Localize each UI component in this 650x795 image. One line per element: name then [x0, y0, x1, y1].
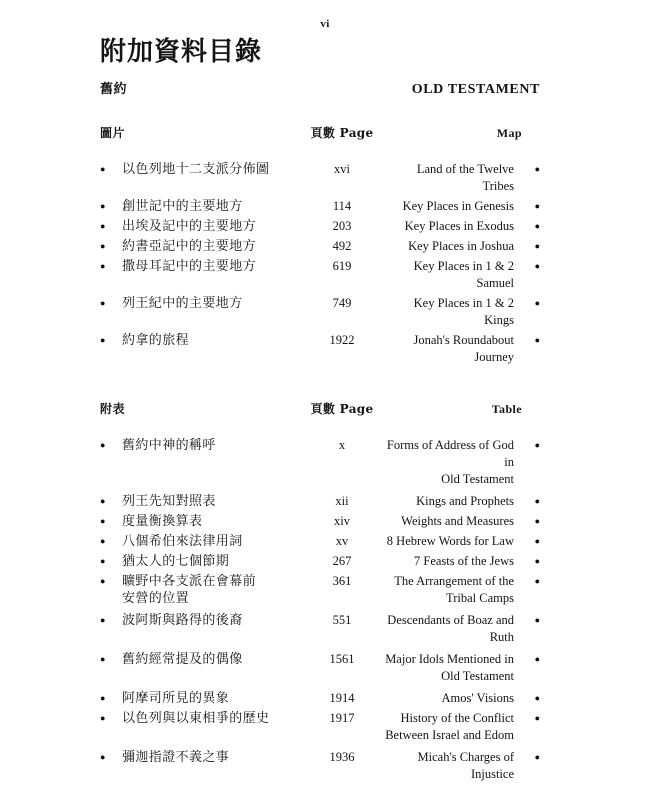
- entry-title-english-line: Amos' Visions: [441, 690, 514, 705]
- entry-title-chinese-line: 約拿的旅程: [122, 332, 190, 348]
- entry-title-chinese: [122, 218, 300, 235]
- entry-title-english-line: Key Places in Joshua: [408, 238, 514, 253]
- entry-title-english: [384, 651, 518, 685]
- entry-title-chinese: [122, 573, 300, 607]
- bullet-left-icon: ●: [100, 495, 106, 506]
- entry-title-chinese-line: 安營的位置: [122, 590, 190, 606]
- entry-title-english: [384, 493, 518, 510]
- bullet-left-icon: ●: [100, 334, 106, 345]
- entry-page-number[interactable]: 267: [332, 553, 352, 568]
- toc-entry-row[interactable]: [100, 710, 540, 744]
- entry-title-chinese: [122, 513, 300, 530]
- entry-title-english: [384, 295, 518, 329]
- column-header-row: [100, 124, 540, 141]
- bullet-right-icon: ●: [534, 751, 540, 762]
- entry-title-english: [384, 258, 518, 292]
- entry-title-chinese-line: 波阿斯與路得的後裔: [122, 612, 243, 628]
- entry-title-english: [384, 710, 518, 744]
- entry-title-english: [384, 553, 518, 570]
- entry-page-number[interactable]: 551: [332, 612, 352, 627]
- page-folio-number: vi: [320, 18, 330, 30]
- bullet-left-icon: ●: [100, 535, 106, 546]
- entry-title-english: [384, 238, 518, 255]
- entry-title-english-line: Old Testament: [441, 668, 514, 683]
- entry-title-chinese: [122, 493, 300, 510]
- entry-page-number[interactable]: xiv: [334, 513, 350, 528]
- entry-title-english: [384, 533, 518, 550]
- entry-title-chinese: [122, 295, 300, 312]
- toc-entry-row[interactable]: [100, 749, 540, 783]
- toc-entry-row[interactable]: [100, 533, 540, 550]
- entry-title-chinese-line: 撒母耳記中的主要地方: [122, 258, 257, 274]
- entry-title-english-line: Key Places in 1 & 2 Kings: [413, 295, 514, 327]
- bullet-left-icon: ●: [100, 751, 106, 762]
- entry-title-chinese: [122, 612, 300, 629]
- entry-page-number[interactable]: 492: [332, 238, 352, 253]
- entry-title-chinese: [122, 749, 300, 766]
- entry-title-chinese-line: 列王紀中的主要地方: [122, 295, 243, 311]
- bullet-left-icon: ●: [100, 575, 106, 586]
- entry-title-chinese: [122, 553, 300, 570]
- bullet-left-icon: ●: [100, 240, 106, 251]
- entry-page-number[interactable]: x: [338, 437, 346, 452]
- entry-page-number[interactable]: 1917: [329, 710, 355, 725]
- entry-title-chinese-line: 猶太人的七個節期: [122, 553, 230, 569]
- column-header-english: Table: [491, 401, 522, 416]
- entry-title-english-line: Jonah's Roundabout Journey: [413, 332, 514, 364]
- column-header-english: Map: [496, 125, 522, 140]
- entry-title-english: [384, 437, 518, 488]
- entry-page-number[interactable]: xv: [335, 533, 349, 548]
- column-header-page: 頁數 Page: [310, 125, 374, 140]
- bullet-left-icon: ●: [100, 653, 106, 664]
- entry-title-chinese: [122, 332, 300, 349]
- entry-page-number[interactable]: 361: [332, 573, 352, 588]
- entry-title-chinese: [122, 533, 300, 550]
- bullet-left-icon: ●: [100, 439, 106, 450]
- bullet-right-icon: ●: [534, 495, 540, 506]
- bullet-right-icon: ●: [534, 692, 540, 703]
- entry-title-english-line: Weights and Measures: [401, 513, 514, 528]
- bullet-left-icon: ●: [100, 220, 106, 231]
- entry-title-chinese: [122, 437, 300, 454]
- bullet-right-icon: ●: [534, 439, 540, 450]
- entry-title-english-line: Old Testament: [441, 471, 514, 486]
- entry-title-english: [384, 198, 518, 215]
- entry-page-number[interactable]: 619: [332, 258, 352, 273]
- toc-entry-row[interactable]: [100, 238, 540, 255]
- entry-title-english-line: 8 Hebrew Words for Law: [386, 533, 514, 548]
- entry-title-english-line: Kings and Prophets: [416, 493, 514, 508]
- entry-title-english-line: Between Israel and Edom: [385, 727, 514, 742]
- entry-title-english-line: The Arrangement of the: [394, 573, 514, 588]
- entry-title-english: [384, 161, 518, 195]
- entry-title-chinese: [122, 161, 300, 178]
- column-header-chinese: 附表: [100, 401, 126, 416]
- entry-title-english-line: Descendants of Boaz and: [387, 612, 514, 627]
- bullet-right-icon: ●: [534, 260, 540, 271]
- toc-entry-row[interactable]: [100, 612, 540, 646]
- entry-title-chinese: [122, 710, 300, 727]
- toc-entry-row[interactable]: [100, 218, 540, 235]
- bullet-right-icon: ●: [534, 614, 540, 625]
- bullet-right-icon: ●: [534, 220, 540, 231]
- bullet-left-icon: ●: [100, 163, 106, 174]
- entry-page-number[interactable]: 203: [332, 218, 352, 233]
- bullet-left-icon: ●: [100, 297, 106, 308]
- entry-title-chinese-line: 彌迦指證不義之事: [122, 749, 230, 765]
- entry-page-number[interactable]: 114: [332, 198, 352, 213]
- entry-title-english-line: Key Places in 1 & 2 Samuel: [413, 258, 514, 290]
- entry-title-chinese: [122, 651, 300, 668]
- bullet-right-icon: ●: [534, 555, 540, 566]
- entry-title-chinese-line: 創世記中的主要地方: [122, 198, 243, 214]
- bullet-right-icon: ●: [534, 297, 540, 308]
- bullet-left-icon: ●: [100, 692, 106, 703]
- entry-title-chinese: [122, 258, 300, 275]
- toc-entry-row[interactable]: [100, 651, 540, 685]
- entry-page-number[interactable]: 749: [332, 295, 352, 310]
- bullet-right-icon: ●: [534, 712, 540, 723]
- entry-title-english: [384, 690, 518, 707]
- bullet-left-icon: ●: [100, 260, 106, 271]
- entry-title-chinese-line: 列王先知對照表: [122, 493, 216, 509]
- column-header-row: [100, 400, 540, 417]
- bullet-right-icon: ●: [534, 334, 540, 345]
- toc-entry-row[interactable]: [100, 295, 540, 329]
- toc-entry-row[interactable]: [100, 258, 540, 292]
- page-content: [100, 38, 540, 795]
- bullet-left-icon: ●: [100, 555, 106, 566]
- testament-label-chinese: 舊約: [100, 81, 128, 97]
- entry-title-chinese-line: 出埃及記中的主要地方: [122, 218, 257, 234]
- entry-page-number[interactable]: 1914: [329, 690, 355, 705]
- testament-heading-row: [100, 78, 540, 98]
- entry-title-chinese-line: 阿摩司所見的異象: [122, 690, 230, 706]
- sections-container: [100, 124, 540, 783]
- toc-entry-row[interactable]: [100, 553, 540, 570]
- entry-title-chinese-line: 約書亞記中的主要地方: [122, 238, 257, 254]
- entry-title-chinese: [122, 690, 300, 707]
- toc-entry-row[interactable]: [100, 690, 540, 707]
- toc-entry-row[interactable]: [100, 198, 540, 215]
- entry-title-chinese-line: 以色列地十二支派分佈圖: [122, 161, 270, 177]
- page-title: 附加資料目錄: [100, 37, 263, 67]
- bullet-right-icon: ●: [534, 200, 540, 211]
- entry-page-number[interactable]: xvi: [334, 161, 350, 176]
- toc-entry-row[interactable]: [100, 573, 540, 607]
- entry-title-chinese-line: 舊約中神的稱呼: [122, 437, 216, 453]
- entry-title-chinese-line: 舊約經常提及的偶像: [122, 651, 243, 667]
- entry-title-english: [384, 749, 518, 783]
- bullet-right-icon: ●: [534, 535, 540, 546]
- entry-title-english-line: Tribal Camps: [446, 590, 514, 605]
- entry-title-english-line: History of the Conflict: [400, 710, 514, 725]
- toc-entry-row[interactable]: [100, 493, 540, 510]
- entry-title-chinese-line: 曠野中各支派在會幕前: [122, 573, 257, 589]
- entry-title-chinese-line: 度量衡換算表: [122, 513, 203, 529]
- entry-title-english: [384, 612, 518, 646]
- entry-title-english-line: Key Places in Exodus: [404, 218, 514, 233]
- bullet-right-icon: ●: [534, 575, 540, 586]
- bullet-right-icon: ●: [534, 240, 540, 251]
- toc-section: [100, 124, 540, 366]
- entry-title-english-line: Ruth: [489, 629, 514, 644]
- entry-page-number[interactable]: xii: [335, 493, 349, 508]
- toc-entry-row[interactable]: [100, 161, 540, 195]
- entry-title-english: [384, 513, 518, 530]
- entry-title-english-line: Forms of Address of God in: [386, 437, 514, 469]
- entry-title-english: [384, 218, 518, 235]
- entry-page-number[interactable]: 1922: [329, 332, 355, 347]
- toc-entry-row[interactable]: [100, 332, 540, 366]
- entry-title-english-line: Major Idols Mentioned in: [385, 651, 514, 666]
- toc-entry-row[interactable]: [100, 437, 540, 488]
- bullet-right-icon: ●: [534, 653, 540, 664]
- bullet-right-icon: ●: [534, 163, 540, 174]
- entry-page-number[interactable]: 1561: [329, 651, 355, 666]
- entry-title-chinese: [122, 238, 300, 255]
- toc-section: [100, 400, 540, 783]
- bullet-left-icon: ●: [100, 712, 106, 723]
- entry-title-english: [384, 332, 518, 366]
- bullet-left-icon: ●: [100, 515, 106, 526]
- testament-label-english: OLD TESTAMENT: [411, 81, 540, 97]
- column-header-chinese: 圖片: [100, 125, 126, 140]
- entry-title-english-line: Key Places in Genesis: [402, 198, 514, 213]
- toc-entry-row[interactable]: [100, 513, 540, 530]
- entry-title-chinese: [122, 198, 300, 215]
- bullet-left-icon: ●: [100, 200, 106, 211]
- entry-title-english-line: 7 Feasts of the Jews: [414, 553, 514, 568]
- entry-title-english-line: Micah's Charges of Injustice: [417, 749, 514, 781]
- entry-title-english-line: Land of the Twelve Tribes: [416, 161, 514, 193]
- entry-page-number[interactable]: 1936: [329, 749, 355, 764]
- entry-title-chinese-line: 八個希伯來法律用詞: [122, 533, 243, 549]
- column-header-page: 頁數 Page: [310, 401, 374, 416]
- bullet-right-icon: ●: [534, 515, 540, 526]
- entry-title-english: [384, 573, 518, 607]
- bullet-left-icon: ●: [100, 614, 106, 625]
- entry-title-chinese-line: 以色列與以東相爭的歷史: [122, 710, 270, 726]
